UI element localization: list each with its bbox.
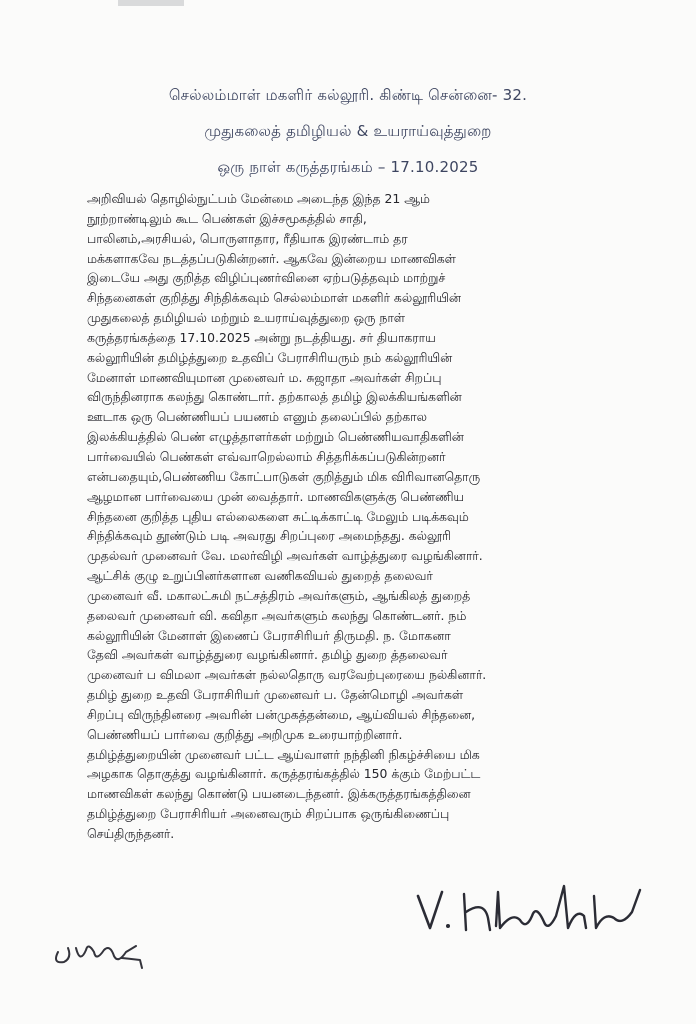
body-line: கல்லூரியின் மேனாள் இணைப் பேராசிரியர் திருமதி. ந. மோகனா bbox=[87, 627, 451, 643]
body-line: சிந்திக்கவும் தூண்டும் படி அவரது சிறப்புரை அமைந்தது. கல்லூரி bbox=[87, 528, 451, 544]
body-line: கருத்தரங்கத்தை 17.10.2025 அன்று நடத்தியது. சர் தியாகராய bbox=[87, 329, 436, 345]
handwritten-initial bbox=[50, 934, 150, 974]
body-line: பாலினம்,அரசியல், பொருளாதார, ரீதியாக இரண்டாம் தர bbox=[87, 230, 408, 246]
body-line: முதுகலைத் தமிழியல் மற்றும் உயராய்வுத்துறை ஒரு நாள் bbox=[87, 310, 405, 326]
principal-signature bbox=[408, 872, 668, 942]
body-line: சிறப்பு விருந்தினரை அவரின் பன்முகத்தன்மை, ஆய்வியல் சிந்தனை, bbox=[87, 706, 476, 722]
body-line: முனைவர் வீ. மகாலட்சுமி நட்சத்திரம் அவர்களும், ஆங்கிலத் துறைத் bbox=[87, 587, 471, 603]
body-line: மேனாள் மாணவியுமான முனைவர் ம. சுஜாதா அவர்கள் சிறப்பு bbox=[87, 369, 442, 385]
scan-edge-mark bbox=[118, 0, 184, 6]
body-line: மக்களாகவே நடத்தப்படுகின்றனர். ஆகவே இன்றைய மாணவிகள் bbox=[87, 250, 456, 266]
body-line: மாணவிகள் கலந்து கொண்டு பயனடைந்தனர். இக்கருத்தரங்கத்தினை bbox=[87, 786, 471, 802]
body-line: ஆழமான பார்வையை முன் வைத்தார். மாணவிகளுக்கு பெண்ணிய bbox=[87, 488, 465, 504]
body-line: தமிழ்த்துறையின் முனைவர் பட்ட ஆய்வாளர் நந்தினி நிகழ்ச்சியை மிக bbox=[87, 746, 480, 762]
body-line: என்பதையும்,பெண்ணிய கோட்பாடுகள் குறித்தும் மிக விரிவானதொரு bbox=[87, 468, 481, 484]
body-line: சிந்தனை குறித்த புதிய எல்லைகளை சுட்டிக்காட்டி மேலும் படிக்கவும் bbox=[87, 508, 469, 524]
department-name-line: முதுகலைத் தமிழியல் & உயராய்வுத்துறை bbox=[204, 122, 492, 140]
body-line: பெண்ணியப் பார்வை குறித்து அறிமுக உரையாற்றினார். bbox=[87, 726, 403, 742]
body-line: செய்திருந்தனர். bbox=[87, 826, 175, 841]
body-line: ஊடாக ஒரு பெண்ணியப் பயணம் எனும் தலைப்பில் தற்கால bbox=[87, 409, 427, 425]
body-line: சிந்தனைகள் குறித்து சிந்திக்கவும் செல்லம்மாள் மகளிர் கல்லூரியின் bbox=[87, 290, 461, 306]
body-line: தலைவர் முனைவர் வி. கவிதா அவர்களும் கலந்து கொண்டனர். நம் bbox=[87, 607, 467, 623]
body-line: தமிழ்த்துறை பேராசிரியர் அனைவரும் சிறப்பாக ஒருங்கிணைப்பு bbox=[87, 806, 450, 822]
body-line: அழகாக தொகுத்து வழங்கினார். கருத்தரங்கத்தில் 150 க்கும் மேற்பட்ட bbox=[87, 766, 481, 782]
body-line: முதல்வர் முனைவர் வே. மலர்விழி அவர்கள் வாழ்த்துரை வழங்கினார். bbox=[87, 548, 483, 564]
college-name-line: செல்லம்மாள் மகளிர் கல்லூரி. கிண்டி சென்னை- 32. bbox=[168, 86, 528, 104]
document-header bbox=[0, 86, 696, 194]
body-line: விருந்தினராக கலந்து கொண்டார். தற்காலத் தமிழ் இலக்கியங்களின் bbox=[87, 389, 462, 405]
body-line: தேவி அவர்கள் வாழ்த்துரை வழங்கினார். தமிழ் துறை த்தலைவர் bbox=[87, 647, 448, 663]
body-line: கல்லூரியின் தமிழ்த்துறை உதவிப் பேராசிரியரும் நம் கல்லூரியின் bbox=[87, 349, 453, 365]
report-body bbox=[87, 189, 665, 844]
body-line: பார்வையில் பெண்கள் எவ்வாறெல்லாம் சித்தரிக்கப்படுகின்றனர் bbox=[87, 448, 446, 464]
body-line: இலக்கியத்தில் பெண் எழுத்தாளர்கள் மற்றும் பெண்ணியவாதிகளின் bbox=[87, 429, 464, 445]
body-line: இடையே அது குறித்த விழிப்புணர்வினை ஏற்படுத்தவும் மாற்றுச் bbox=[87, 270, 446, 286]
body-line: முனைவர் ப விமலா அவர்கள் நல்லதொரு வரவேற்புரையை நல்கினார். bbox=[87, 667, 487, 683]
seminar-title-line: ஒரு நாள் கருத்தரங்கம் – 17.10.2025 bbox=[217, 158, 479, 176]
body-line: நூற்றாண்டிலும் கூட பெண்கள் இச்சமூகத்தில் சாதி, bbox=[87, 210, 367, 226]
body-line: ஆட்சிக் குழு உறுப்பினர்களான வணிகவியல் துறைத் தலைவர் bbox=[87, 568, 433, 584]
body-line: தமிழ் துறை உதவி பேராசிரியர் முனைவர் ப. தேன்மொழி அவர்கள் bbox=[87, 687, 464, 703]
body-line: அறிவியல் தொழில்நுட்பம் மேன்மை அடைந்த இந்த 21 ஆம் bbox=[87, 191, 430, 206]
